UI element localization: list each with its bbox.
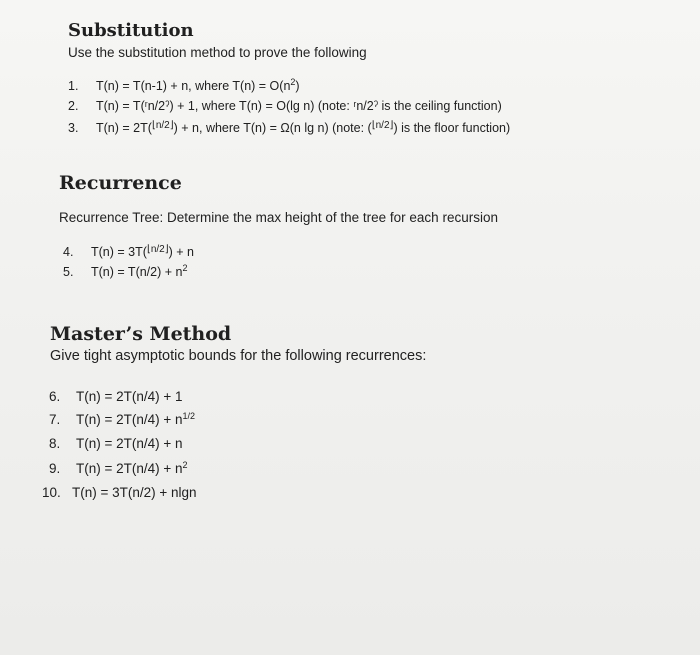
recurrence-heading: Recurrence (59, 172, 182, 194)
item-superscript: 1/2 (182, 411, 196, 421)
item-text-pre: T(n) = 2T( (96, 121, 152, 135)
item-number: 7. (49, 412, 61, 427)
list-item-8 (49, 436, 183, 451)
list-item-3 (68, 120, 510, 135)
recurrence-instruction: Recurrence Tree: Determine the max height of the tree for each recursion (59, 210, 498, 225)
list-item-6 (49, 389, 183, 404)
list-item-4 (63, 244, 194, 259)
item-number: 6. (49, 389, 61, 404)
list-item-2 (68, 99, 502, 113)
item-superscript: 2 (182, 263, 188, 273)
item-text-pre: T(n) = 3T( (91, 245, 147, 259)
list-item-7 (49, 412, 195, 427)
item-text: T(n) = T(ʳn/2ˀ) + 1, where T(n) = O(lg n) (note: ʳn/2ˀ is the ceiling function) (96, 99, 502, 113)
floor-expression: ⌊n/2⌋ (151, 120, 174, 131)
list-item-10 (42, 485, 197, 500)
item-number: 3. (68, 121, 79, 135)
list-item-5 (63, 265, 187, 279)
item-number: 5. (63, 265, 74, 279)
floor-expression: ⌊n/2⌋ (146, 244, 169, 255)
item-text: T(n) = 2T(n/4) + n (76, 436, 183, 451)
item-text: T(n) = 2T(n/4) + 1 (76, 389, 183, 404)
substitution-heading: Substitution (68, 20, 194, 41)
item-tail: ) (295, 79, 300, 93)
item-superscript: 2 (290, 77, 296, 87)
floor-expression: ⌊n/2⌋ (371, 120, 394, 131)
item-tail: ) is the floor function) (393, 121, 511, 135)
item-number: 1. (68, 79, 79, 93)
item-number: 8. (49, 436, 61, 451)
item-text: T(n) = T(n-1) + n, where T(n) = O(n (96, 79, 291, 93)
item-number: 9. (49, 461, 61, 476)
substitution-instruction: Use the substitution method to prove the following (68, 45, 367, 60)
item-text: T(n) = 3T(n/2) + nlgn (72, 485, 197, 500)
item-text-mid: ) + n, where T(n) = Ω(n lg n) (note: ( (173, 121, 372, 135)
item-number: 10. (42, 485, 61, 500)
master-method-instruction: Give tight asymptotic bounds for the following recurrences: (50, 348, 427, 364)
item-superscript: 2 (182, 460, 188, 470)
item-number: 2. (68, 99, 79, 113)
list-item-9 (49, 461, 188, 476)
item-text: T(n) = T(n/2) + n (91, 265, 183, 279)
item-tail: ) + n (168, 245, 195, 259)
master-method-heading: Master’s Method (50, 323, 232, 345)
item-number: 4. (63, 245, 74, 259)
item-text: T(n) = 2T(n/4) + n (76, 412, 183, 427)
item-text: T(n) = 2T(n/4) + n (76, 461, 183, 476)
list-item-1 (68, 79, 300, 93)
